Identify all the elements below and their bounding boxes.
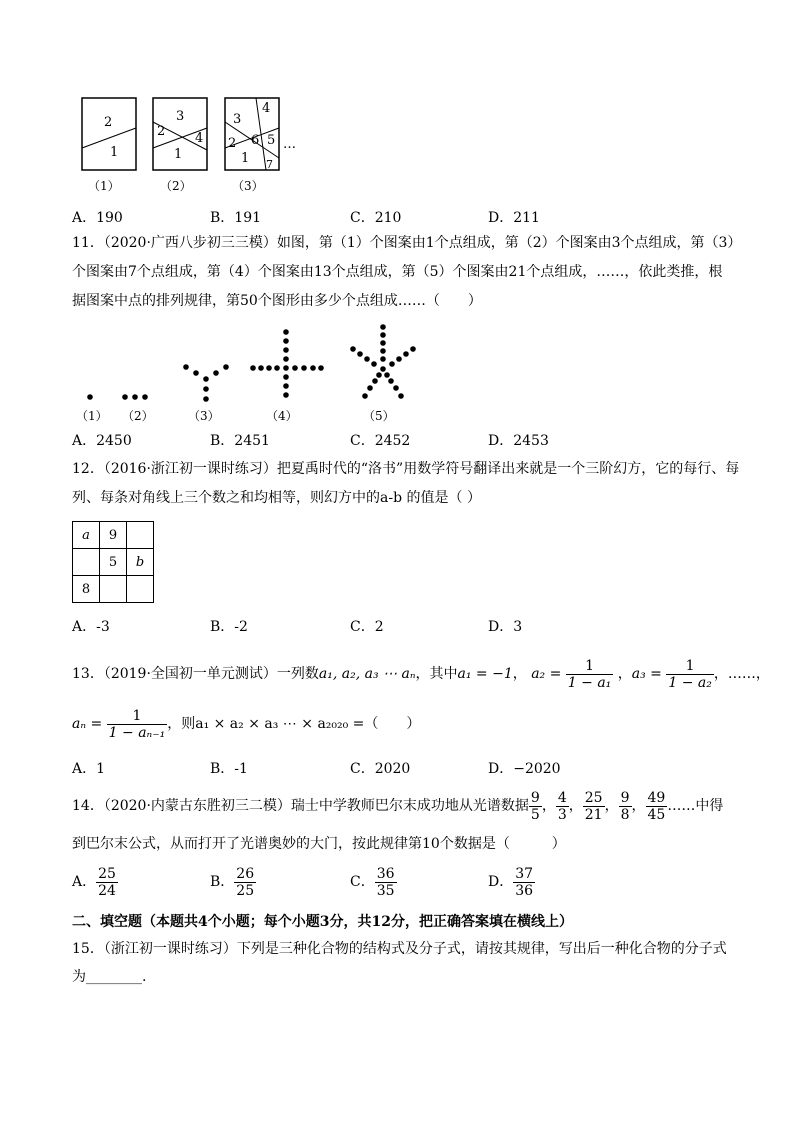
q12-option-a: A．-3 (72, 619, 110, 635)
option-fraction (96, 866, 118, 899)
q14-tail: ……中得 (667, 798, 724, 814)
rectangle-3-label-6: 6 (251, 133, 260, 148)
q12-text-line-2: 列、每条对角线上三个数之和均相等，则幻方中的a-b 的值是（ ） (72, 490, 481, 506)
grid-cell: 8 (73, 576, 100, 603)
q13-a3-lhs: a₃ = (631, 666, 662, 682)
fraction-numerator: 26 (236, 865, 255, 882)
fraction-numerator: 36 (376, 865, 395, 882)
fraction-denominator: 1 − a₂ (668, 674, 712, 691)
fraction-numerator: 49 (647, 789, 666, 806)
fraction-denominator: 35 (376, 882, 395, 899)
pattern-caption-4: （4） (266, 409, 298, 423)
q13-option-a: A．1 (72, 761, 106, 777)
rectangle-1 (82, 98, 136, 170)
option-label: A． (72, 874, 97, 890)
q12-option-c: C．2 (350, 619, 384, 635)
grid-cell (127, 522, 154, 549)
q13-text-line-1: 13．（2019·全国初一单元测试）一列数a₁, a₂, a₃ ⋯ aₙ，其中a₁ = −1， a₂ = $\frac{1}{\text{1 − a₁}}$ ，a₃ = $\frac{1}{\text{1 − a₂}}$ ，……， (72, 657, 770, 691)
figure-ellipsis: … (283, 137, 296, 152)
q11-option-a: A．2450 (72, 433, 132, 449)
q12-option-d: D．3 (488, 619, 523, 635)
q12-text-line-1: 12．（2016·浙江初一课时练习）把夏禹时代的“洛书”用数学符号翻译出来就是一个三阶幻方，它的每行、每 (72, 461, 740, 477)
grid-cell: 9 (100, 522, 127, 549)
pattern-caption-3: （3） (188, 409, 220, 423)
fraction-denominator: 8 (620, 806, 630, 823)
q14-fraction (646, 790, 668, 823)
q13-a2-lhs: a₂ = (531, 666, 562, 682)
q14-fraction (619, 790, 632, 823)
rectangle-2-label-3: 3 (176, 109, 185, 124)
rectangle-3-label-5: 5 (267, 133, 276, 148)
fraction-numerator: 37 (515, 865, 534, 882)
q14-option-d (488, 862, 535, 902)
rectangle-2-label-4: 4 (195, 131, 204, 146)
rectangle-3-label-3: 3 (233, 112, 242, 127)
q14-prefix: 14．（2020·内蒙古东胜初三二模）瑞士中学教师巴尔末成功地从光谱数据 (72, 798, 529, 814)
q11-text-line-3: 据图案中点的排列规律，第50个图形由多少个点组成……（ ） (72, 293, 482, 309)
q10-option-d: D．211 (488, 210, 540, 226)
rectangle-1-label-2: 2 (104, 115, 113, 130)
q13-mid: ，其中 (415, 666, 458, 682)
q10-option-c: C．210 (350, 210, 402, 226)
fraction-denominator: 36 (515, 882, 534, 899)
fraction-numerator: 9 (530, 789, 540, 806)
grid-cell: a (73, 522, 100, 549)
option-label: B． (210, 874, 235, 890)
option-fraction (513, 866, 535, 899)
section-heading-fill-in: 二、填空题（本题共4个小题；每个小题3分，共12分，把正确答案填在横线上） (72, 914, 573, 930)
fraction-denominator: 1 − aₙ₋₁ (108, 724, 166, 741)
figure-caption-3: （3） (232, 179, 264, 193)
grid-cell (73, 549, 100, 576)
pattern-caption-5: （5） (363, 409, 395, 423)
figure-caption-2: （2） (160, 179, 192, 193)
rectangle-1-label-1: 1 (110, 145, 119, 160)
fraction-numerator: 1 (107, 708, 168, 725)
q13-prefix: 13．（2019·全国初一单元测试）一列数 (72, 666, 319, 682)
fraction-denominator: 1 − a₁ (567, 674, 612, 691)
q13-a1: a₁ = −1 (457, 666, 513, 682)
option-fraction (234, 866, 256, 899)
rectangle-3-label-1: 1 (241, 151, 250, 166)
rectangle-2-label-1: 1 (174, 147, 183, 162)
q11-option-b: B．2451 (210, 433, 270, 449)
q14-text-line-2: 到巴尔末公式，从而打开了光谱奥妙的大门，按此规律第10个数据是（ ） (72, 836, 566, 852)
q10-option-b: B．191 (210, 210, 262, 226)
q13-a3-fraction (666, 658, 714, 691)
fraction-denominator: 45 (647, 806, 666, 823)
fraction-denominator: 5 (530, 806, 540, 823)
q11-text-line-1: 11．（2020·广西八步初三三模）如图，第（1）个图案由1个点组成，第（2）个图案由3个点组成，第（3） (72, 235, 742, 251)
fraction-denominator: 3 (557, 806, 567, 823)
rectangle-3-label-7: 7 (266, 158, 273, 171)
pattern-caption-1: （1） (76, 409, 108, 423)
grid-cell: b (127, 549, 154, 576)
fraction-denominator: 24 (98, 882, 116, 899)
q14-fraction (556, 790, 569, 823)
q13-option-c: C．2020 (350, 761, 411, 777)
q15-text-line-1: 15．（浙江初一课时练习）下列是三种化合物的结构式及分子式，请按其规律，写出后一种化合物的分子式 (72, 941, 727, 957)
q11-option-c: C．2452 (350, 433, 411, 449)
q13-option-d: D．−2020 (488, 761, 561, 777)
rectangle-2-label-2: 2 (157, 124, 166, 139)
fraction-denominator: 25 (236, 882, 255, 899)
pattern-1-dot (87, 394, 93, 400)
fraction-numerator: 25 (584, 789, 603, 806)
grid-cell (127, 576, 154, 603)
rectangle-3-label-2: 2 (228, 136, 237, 151)
q13-an-lhs: aₙ = (72, 716, 103, 732)
fraction-numerator: 9 (620, 789, 630, 806)
q13-a2-fraction (566, 658, 614, 691)
q15-text-line-2: 为________. (72, 969, 147, 985)
q14-option-a (72, 862, 118, 902)
q14-option-b (210, 862, 256, 902)
q11-text-line-2: 个图案由7个点组成，第（4）个图案由13个点组成，第（5）个图案由21个点组成，……，依此类推，根 (72, 264, 723, 280)
option-label: D． (488, 874, 514, 890)
fraction-numerator: 1 (666, 658, 714, 675)
q14-option-c (350, 862, 397, 902)
divided-rectangles-figure (70, 92, 320, 202)
q13-tail: ，……， (713, 666, 770, 682)
q13-text-line-2 (72, 702, 732, 746)
option-label: C． (350, 874, 375, 890)
rectangle-1-divider (82, 128, 136, 148)
q11-option-d: D．2453 (488, 433, 549, 449)
figure-caption-1: （1） (88, 179, 120, 193)
option-fraction (375, 866, 397, 899)
fraction-numerator: 4 (557, 789, 567, 806)
q13-ask: ，则a₁ × a₂ × a₃ ⋯ × a₂₀₂₀ =（ ） (167, 716, 421, 732)
dot-patterns-figure (70, 322, 430, 424)
fraction-numerator: 1 (566, 658, 614, 675)
fraction-numerator: 25 (98, 865, 116, 882)
magic-square-grid (72, 521, 154, 603)
q14-text-line-1: 14．（2020·内蒙古东胜初三二模）瑞士中学教师巴尔末成功地从光谱数据 $\frac{9}{5}$ ， $\frac{4}{3}$ ， $\frac{25}{21}$ ， $\frac{9}{8}$ ， $\frac{49}{45}$ ……中得 (72, 789, 724, 823)
grid-cell (100, 576, 127, 603)
q13-sequence: a₁, a₂, a₃ ⋯ aₙ (318, 666, 416, 682)
q10-option-a: A．190 (72, 210, 123, 226)
pattern-caption-2: （2） (122, 409, 154, 423)
fraction-denominator: 21 (584, 806, 603, 823)
rectangle-3-label-4: 4 (262, 101, 271, 116)
grid-cell: 5 (100, 549, 127, 576)
q14-fraction (583, 790, 605, 823)
q13-an-fraction (107, 708, 168, 741)
q12-option-b: B．-2 (210, 619, 248, 635)
q13-option-b: B．-1 (210, 761, 248, 777)
q14-fraction (529, 790, 542, 823)
